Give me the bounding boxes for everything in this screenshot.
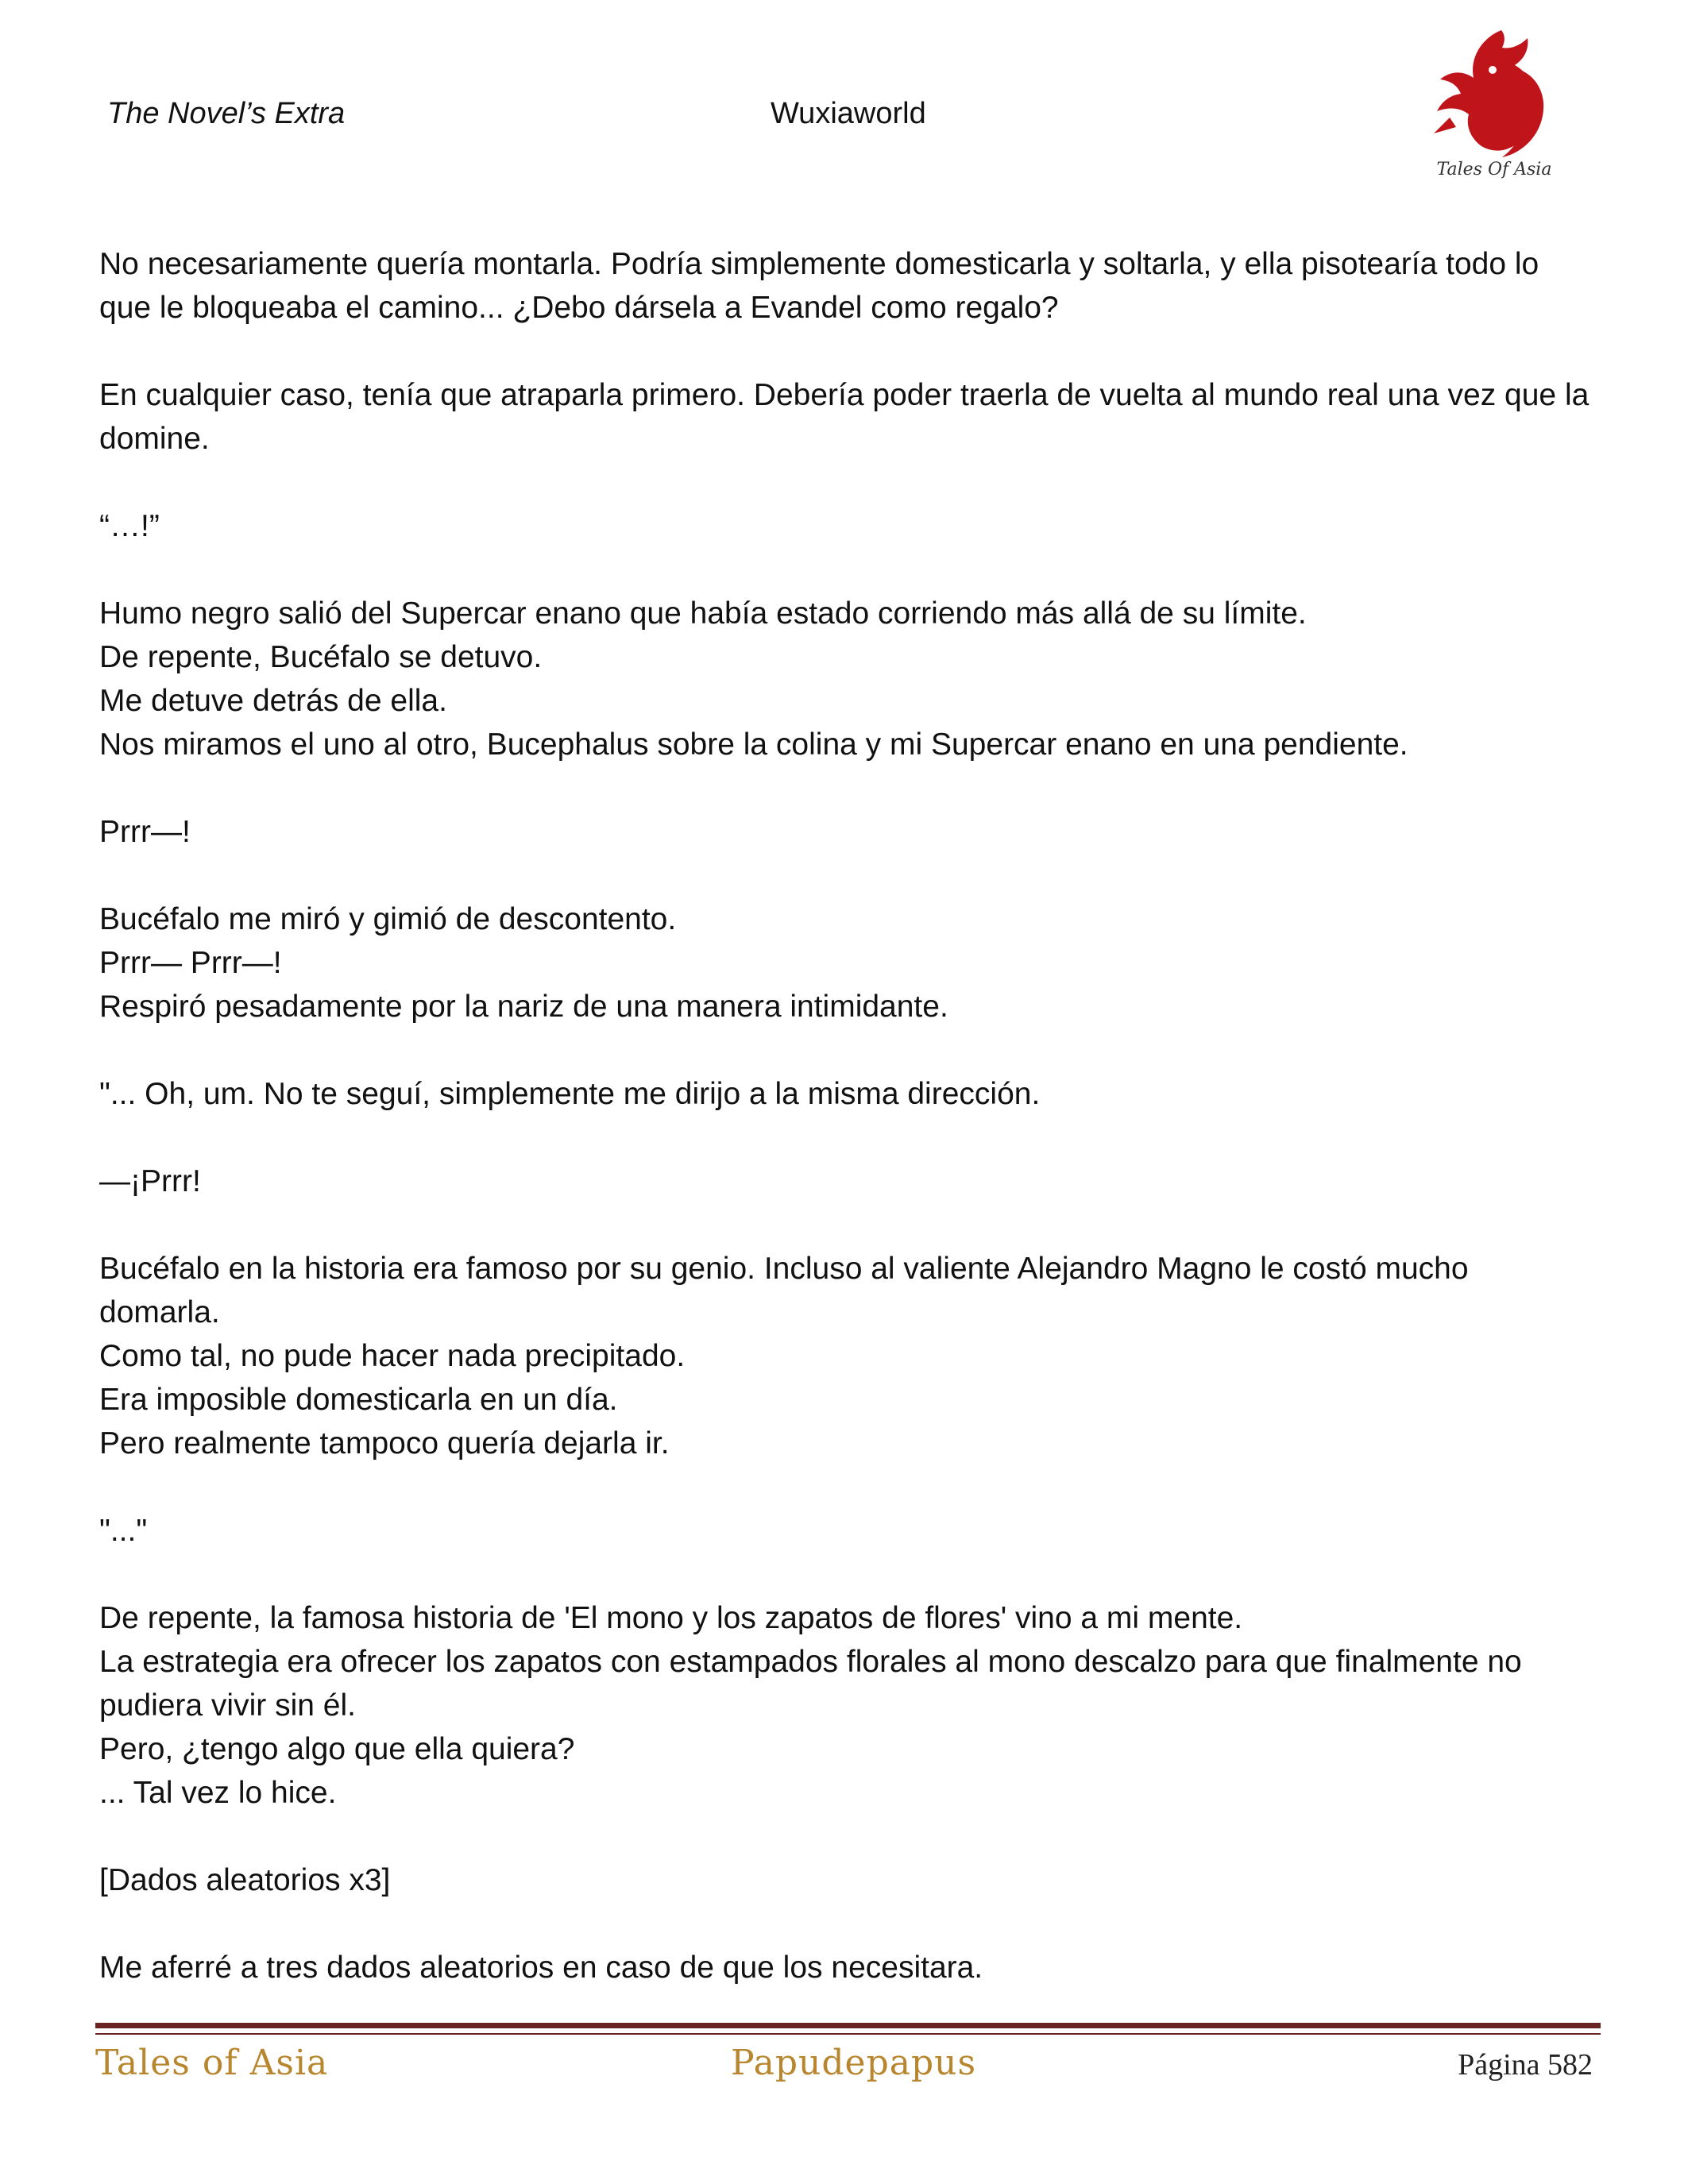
paragraph-line: Bucéfalo me miró y gimió de descontento. [99, 902, 677, 936]
page-body [99, 242, 1593, 2033]
paragraph [99, 1509, 1593, 1553]
paragraph-line: En cualquier caso, tenía que atraparla primero. Debería poder traerla de vuelta al mundo real una vez que la domine. [99, 378, 1590, 456]
paragraph-line: Me aferré a tres dados aleatorios en caso de que los necesitara. [99, 1951, 983, 1985]
paragraph [99, 810, 1593, 854]
paragraph-line: La estrategia era ofrecer los zapatos con estampados florales al mono descalzo para que finalmente no pudiera vivir sin él. [99, 1645, 1522, 1723]
paragraph-line: Prrr—! [99, 815, 191, 849]
paragraph-line: "... Oh, um. No te seguí, simplemente me dirijo a la misma dirección. [99, 1077, 1041, 1111]
paragraph [99, 1946, 1593, 1989]
paragraph-line: Bucéfalo en la historia era famoso por su genio. Incluso al valiente Alejandro Magno le costó mucho domarla. [99, 1252, 1469, 1329]
paragraph-line: Me detuve detrás de ella. [99, 684, 447, 718]
footer-translator: Papudepapus [731, 2043, 977, 2083]
paragraph [99, 592, 1593, 766]
paragraph-line: “…!” [99, 509, 160, 543]
dragon-logo-icon [1426, 22, 1561, 189]
page-number: Página 582 [1458, 2048, 1593, 2082]
paragraph-line: De repente, Bucéfalo se detuvo. [99, 640, 543, 674]
footer-publisher: Tales of Asia [95, 2043, 329, 2083]
paragraph-line: Pero, ¿tengo algo que ella quiera? [99, 1732, 575, 1766]
paragraph-line: Era imposible domesticarla en un día. [99, 1383, 618, 1417]
paragraph [99, 1596, 1593, 1815]
tales-of-asia-logo [1426, 22, 1561, 189]
paragraph-line: ... Tal vez lo hice. [99, 1776, 337, 1810]
paragraph [99, 1247, 1593, 1465]
header-site-name: Wuxiaworld [771, 97, 926, 130]
paragraph-line: Respiró pesadamente por la nariz de una manera intimidante. [99, 990, 948, 1024]
paragraph [99, 1858, 1593, 1902]
paragraph [99, 1160, 1593, 1203]
logo-text: Tales Of Asia [1436, 160, 1552, 179]
paragraph-line: Humo negro salió del Supercar enano que había estado corriendo más allá de su límite. [99, 596, 1307, 631]
footer-divider [95, 2023, 1601, 2028]
paragraph [99, 242, 1593, 330]
paragraph [99, 373, 1593, 461]
paragraph-line: Como tal, no pude hacer nada precipitado. [99, 1339, 686, 1373]
paragraph-line: No necesariamente quería montarla. Podría simplemente domesticarla y soltarla, y ella pisotearía todo lo que le bloqueaba el camino... ¿Debo dársela a Evandel como regalo? [99, 247, 1539, 325]
paragraph [99, 897, 1593, 1028]
paragraph-line: Prrr— Prrr—! [99, 946, 282, 980]
paragraph [99, 1072, 1593, 1116]
paragraph-line: "..." [99, 1514, 148, 1548]
paragraph [99, 504, 1593, 548]
header-book-title: The Novel’s Extra [107, 97, 346, 130]
paragraph-line: [Dados aleatorios x3] [99, 1863, 391, 1897]
footer-divider-thin [95, 2033, 1601, 2035]
paragraph-line: Nos miramos el uno al otro, Bucephalus sobre la colina y mi Supercar enano en una pendiente. [99, 727, 1408, 762]
paragraph-line: Pero realmente tampoco quería dejarla ir. [99, 1426, 670, 1461]
paragraph-line: —¡Prrr! [99, 1164, 201, 1198]
paragraph-line: De repente, la famosa historia de 'El mono y los zapatos de flores' vino a mi mente. [99, 1601, 1243, 1635]
